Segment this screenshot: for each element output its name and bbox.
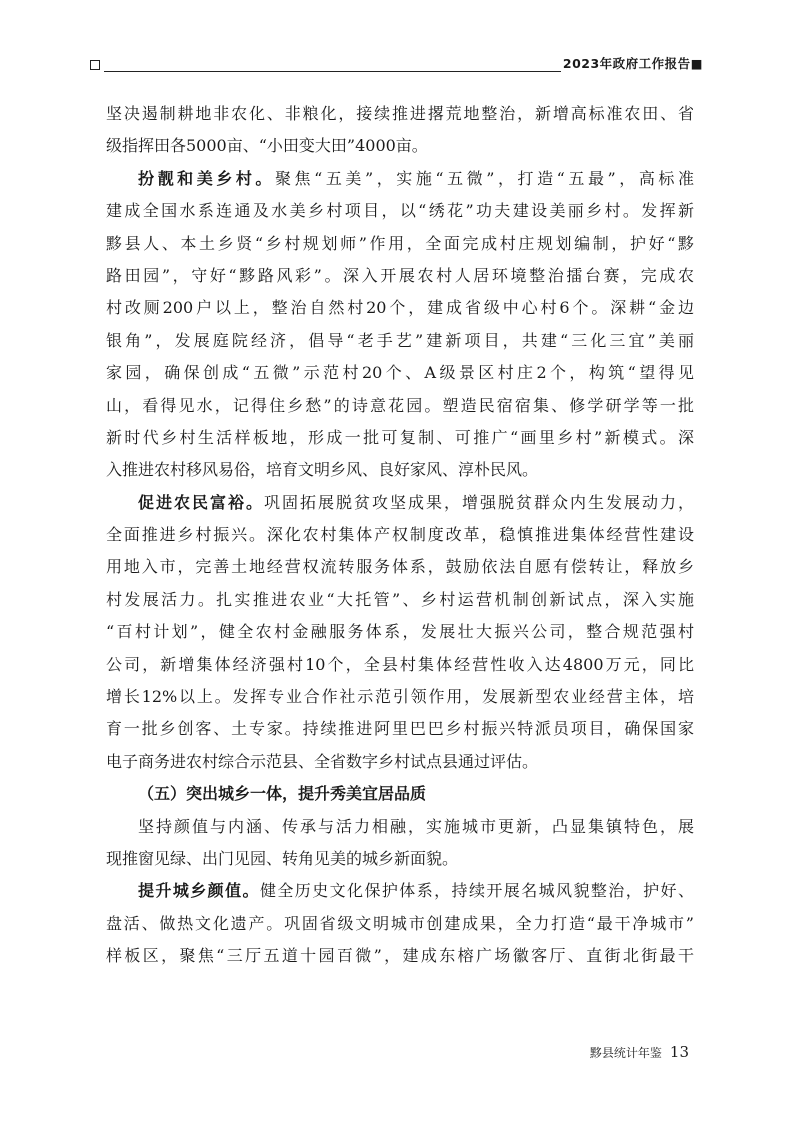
text-line: “百村计划”，健全农村金融服务体系，发展壮大振兴公司，整合规范强村	[106, 622, 694, 642]
text-line: 现推窗见绿、出门见园、转角见美的城乡新面貌。	[106, 848, 459, 868]
header-title: 2023年政府工作报告■	[562, 56, 703, 71]
text-line: 路田园”，守好“黟路风彩”。深入开展农村人居环境整治擂台赛，完成农	[106, 265, 694, 285]
text-line: 样板区，聚焦“三厅五道十园百微”，建成东榕广场徽客厅、直街北街最干	[106, 946, 694, 966]
text-line: 村发展活力。扎实推进农业“大托管”、乡村运营机制创新试点，深入实施	[106, 589, 694, 609]
text-line: 入推进农村移风易俗，培育文明乡风、良好家风、淳朴民风。	[106, 460, 539, 480]
text-line: 黟县人、本土乡贤“乡村规划师”作用，全面完成村庄规划编制，护好“黟	[106, 233, 694, 253]
text-line: 级指挥田各5000亩、“小田变大田”4000亩。	[106, 136, 428, 156]
text-line: 用地入市，完善土地经营权流转服务体系，鼓励依法自愿有偿转让，释放乡	[106, 557, 694, 577]
text-line: 扮靓和美乡村。聚焦“五美”，实施“五微”，打造“五最”，高标准	[138, 168, 694, 188]
text-line: 村改厕200户以上，整治自然村20个，建成省级中心村6个。深耕“金边	[106, 298, 694, 318]
page-header	[90, 56, 703, 76]
text-line: 电子商务进农村综合示范县、全省数字乡村试点县通过评估。	[106, 751, 539, 771]
text-line: 盘活、做热文化遗产。巩固省级文明城市创建成果，全力打造“最干净城市”	[106, 913, 694, 933]
page-number: 13	[669, 1043, 689, 1061]
section-heading: （五）突出城乡一体，提升秀美宜居品质	[138, 784, 427, 804]
text-line: 山，看得见水，记得住乡愁”的诗意花园。塑造民宿宿集、修学研学等一批	[106, 395, 694, 415]
yearbook-name: 黟县统计年鉴	[589, 1046, 662, 1060]
section-keyword: 提升城乡颜值。	[138, 881, 260, 901]
text-line: 家园，确保创成“五微”示范村20个、A级景区村庄2个，构筑“望得见	[106, 363, 694, 383]
text-line: 提升城乡颜值。健全历史文化保护体系，持续开展名城风貌整治，护好、	[138, 881, 694, 901]
text-line: 公司，新增集体经济强村10个，全县村集体经营性收入达4800万元，同比	[106, 654, 694, 674]
header-rule	[104, 71, 561, 72]
section-keyword: 促进农民富裕。	[138, 492, 264, 512]
body-text	[106, 98, 694, 973]
text-line: 育一批乡创客、土专家。持续推进阿里巴巴乡村振兴特派员项目，确保国家	[106, 719, 694, 739]
text-line: 增长12%以上。发挥专业合作社示范引领作用，发展新型农业经营主体，培	[106, 687, 694, 707]
text-line: 银角”，发展庭院经济，倡导“老手艺”建新项目，共建“三化三宜”美丽	[106, 330, 694, 350]
text-line: 坚决遏制耕地非农化、非粮化，接续推进撂荒地整治，新增高标准农田、省	[106, 104, 694, 123]
text-line: 坚持颜值与内涵、传承与活力相融，实施城市更新，凸显集镇特色，展	[138, 816, 694, 836]
text-line: 促进农民富裕。巩固拓展脱贫攻坚成果，增强脱贫群众内生发展动力，	[138, 492, 694, 512]
section-keyword: 扮靓和美乡村。	[138, 168, 275, 188]
text-line: 全面推进乡村振兴。深化农村集体产权制度改革，稳慎推进集体经营性建设	[106, 525, 694, 545]
page-footer	[590, 1044, 689, 1061]
text-line: 新时代乡村生活样板地，形成一批可复制、可推广“画里乡村”新模式。深	[106, 427, 694, 447]
text-line: 建成全国水系连通及水美乡村项目，以“绣花”功夫建设美丽乡村。发挥新	[106, 201, 694, 221]
header-square-icon	[90, 60, 100, 70]
